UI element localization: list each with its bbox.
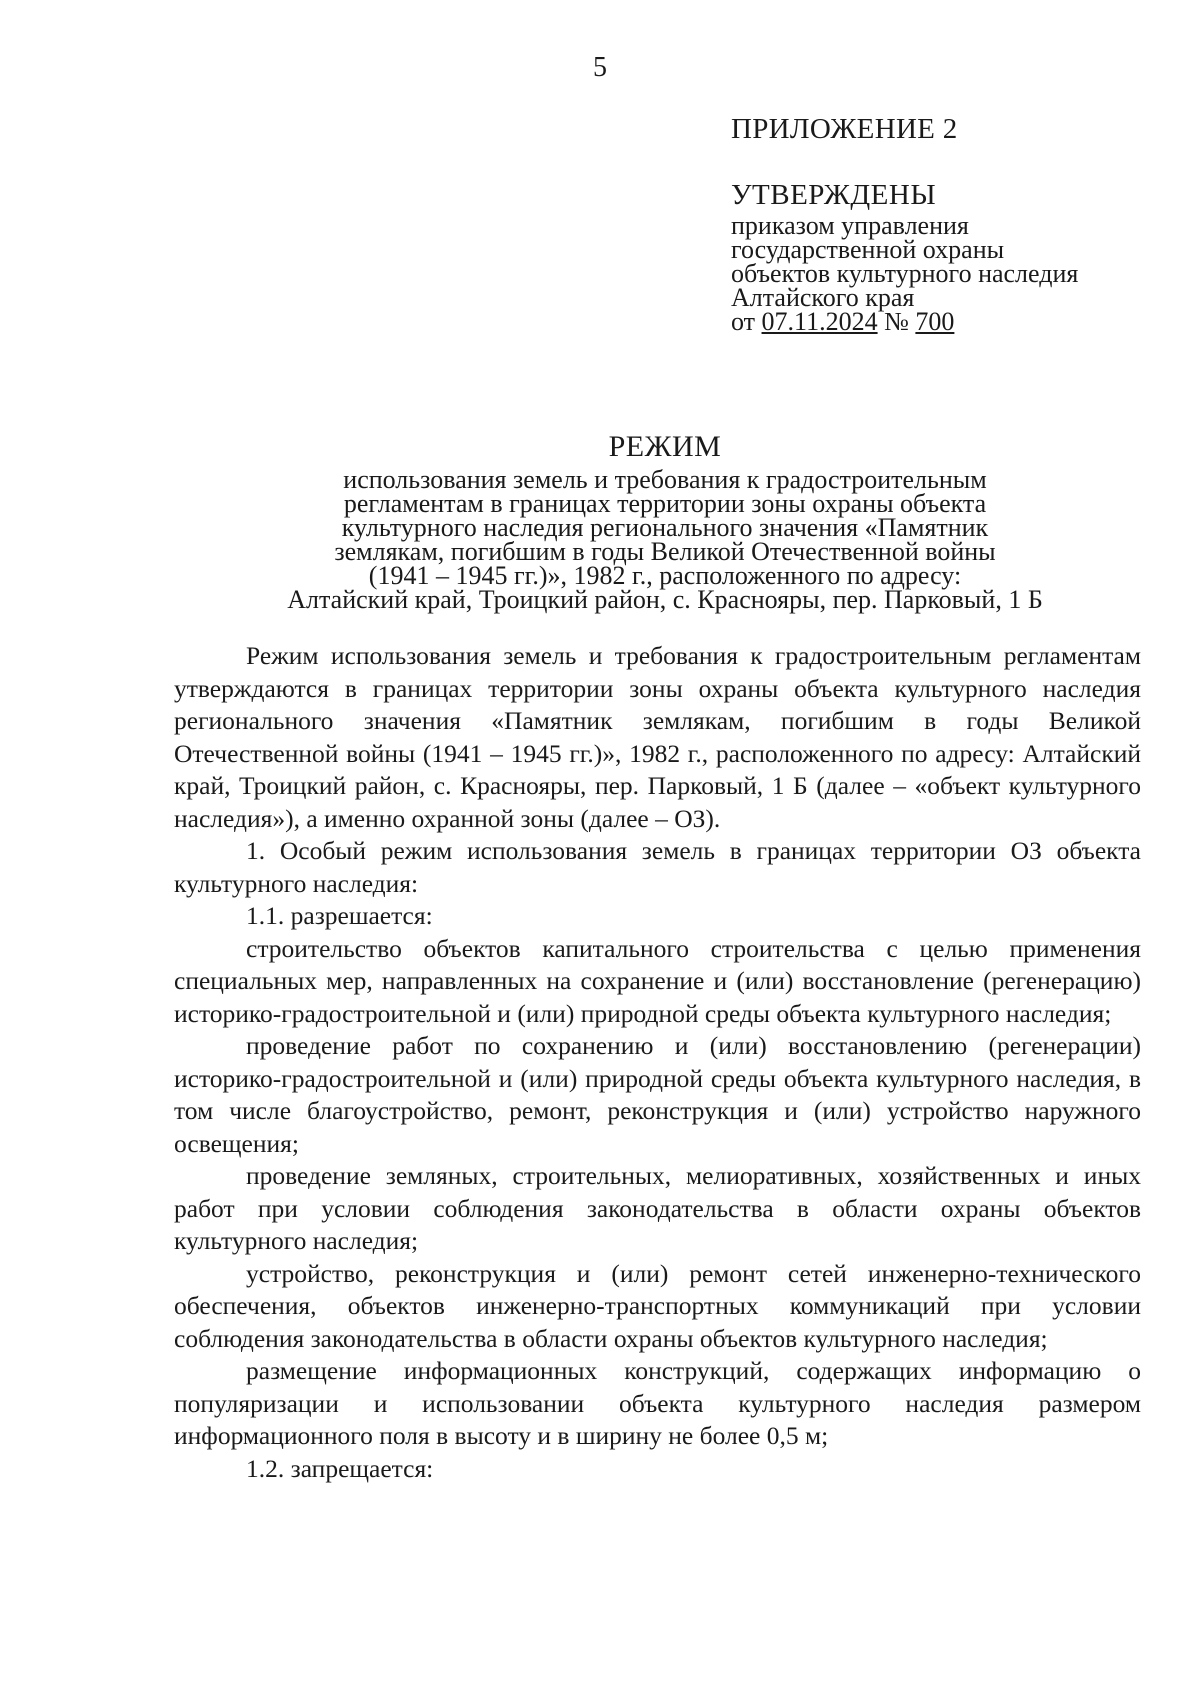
allowed-item: устройство, реконструкция и (или) ремонт сетей инженерно-технического обеспечения, объектов инженерно-транспортных коммуникаций при условии соблюдения законодательства в области охраны объектов культурного наследия;	[174, 1258, 1141, 1353]
approved-heading: УТВЕРЖДЕНЫ	[731, 179, 937, 211]
section-1-heading: 1. Особый режим использования земель в границах территории ОЗ объекта культурного наследия:	[174, 836, 1141, 898]
date-prefix: от	[731, 307, 756, 336]
approval-line: объектов культурного наследия	[731, 259, 1079, 288]
allowed-item: проведение работ по сохранению и (или) восстановлению (регенерации) историко-градостроительной и (или) природной среды объекта культурного наследия, в том числе благоустройство, ремонт, реконструкция и (или) устройство наружного освещения;	[174, 1031, 1141, 1158]
title-line: (1941 – 1945 гг.)», 1982 г., расположенного по адресу:	[368, 561, 962, 590]
title-line: культурного наследия регионального значения «Памятник	[341, 513, 989, 542]
approval-date-line	[731, 307, 1078, 336]
allowed-item: строительство объектов капитального строительства с целью применения специальных мер, направленных на сохранение и (или) восстановление (регенерацию) историко-градостроительной и (или) природной среды объекта культурного наследия;	[174, 933, 1141, 1028]
title-line: Алтайский край, Троицкий район, с. Краснояры, пер. Парковый, 1 Б	[287, 585, 1043, 614]
approval-line: Алтайского края	[731, 283, 915, 312]
page-number: 5	[593, 52, 607, 83]
approval-block	[731, 178, 1078, 334]
document-title: РЕЖИМ	[608, 430, 722, 463]
section-1-2-heading: 1.2. запрещается:	[246, 1453, 434, 1483]
title-line: использования земель и требования к градостроительным	[343, 465, 987, 494]
approval-line: государственной охраны	[731, 235, 1005, 264]
order-date: 07.11.2024	[761, 307, 878, 336]
allowed-item: проведение земляных, строительных, мелиоративных, хозяйственных и иных работ при условии соблюдения законодательства в области охраны объектов культурного наследия;	[174, 1161, 1141, 1255]
appendix-label: ПРИЛОЖЕНИЕ 2	[731, 113, 958, 145]
number-sign: №	[884, 307, 909, 336]
intro-paragraph: Режим использования земель и требования к градостроительным регламентам утверждаются в границах территории зоны охраны объекта культурного наследия регионального значения «Памятник землякам, погибшим в годы Великой Отечественной войны (1941 – 1945 гг.)», 1982 г., расположенного по адресу: Алтайский край, Троицкий район, с. Краснояры, пер. Парковый, 1 Б (далее – «объект культурного наследия»), а именно охранной зоны (далее – ОЗ).	[174, 641, 1141, 833]
order-number: 700	[915, 307, 955, 336]
document-title-block	[190, 430, 1140, 612]
approval-line: приказом управления	[731, 211, 969, 240]
document-body	[174, 640, 1141, 1485]
title-line: землякам, погибшим в годы Великой Отечественной войны	[334, 537, 996, 566]
title-line: регламентам в границах территории зоны охраны объекта	[343, 489, 987, 518]
section-1-1-heading: 1.1. разрешается:	[246, 901, 433, 930]
allowed-item: размещение информационных конструкций, содержащих информацию о популяризации и использовании объекта культурного наследия размером информационного поля в высоту и в ширину не более 0,5 м;	[174, 1356, 1141, 1450]
